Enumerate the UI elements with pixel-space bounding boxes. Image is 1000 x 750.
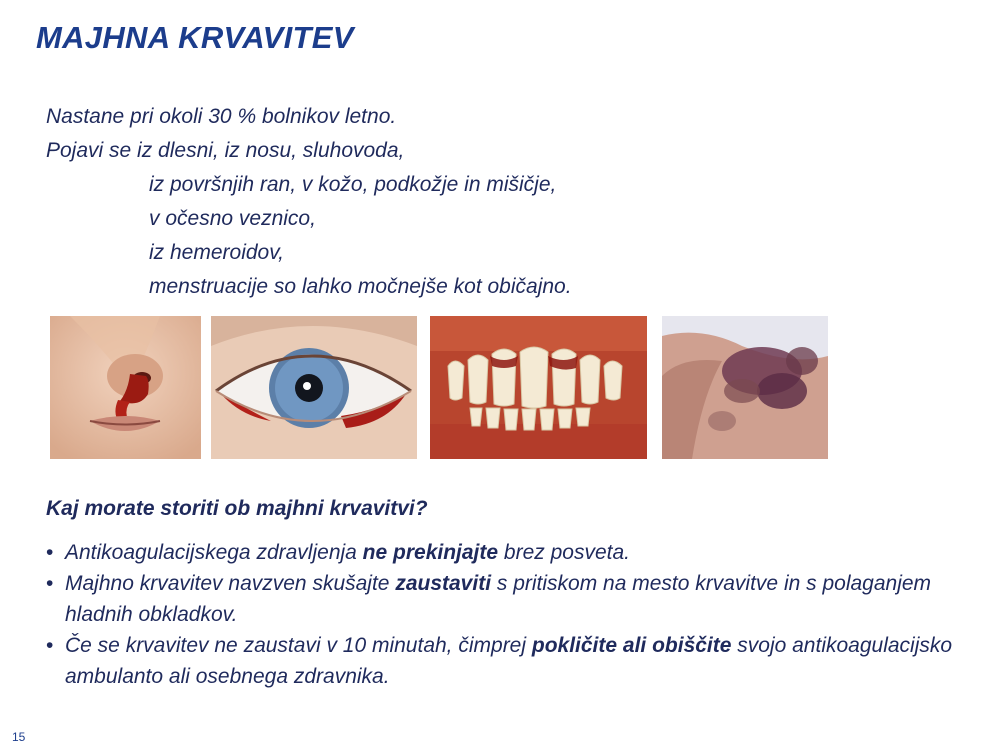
bullet-marker: • [46,634,54,657]
bullet-text: brez posveta. [498,541,630,564]
photo-strip [0,316,1000,459]
bleeding-gums-photo [430,316,647,459]
advice-list [46,537,966,692]
bruised-arm-photo [662,316,828,459]
page-number: 15 [12,730,26,744]
bullet-marker: • [46,541,54,564]
intro-text [46,100,572,304]
eye-hemorrhage-photo [211,316,417,459]
list-item [46,630,966,692]
intro-indented-line: menstruacije so lahko močnejše kot običajno. [149,275,572,298]
bullet-text: Antikoagulacijskega zdravljenja [65,541,363,564]
bullet-text: svojo antikoagulacijsko ambulanto ali osebnega zdravnika. [65,634,953,688]
intro-line: Nastane pri okoli 30 % bolnikov letno. [46,105,397,128]
bullet-emphasis: zaustaviti [395,572,492,595]
nosebleed-photo [50,316,201,459]
question-heading: Kaj morate storiti ob majhni krvavitvi? [46,497,428,520]
bullet-text: Majhno krvavitev navzven skušajte [65,572,396,595]
list-item [46,568,966,630]
bullet-emphasis: ne prekinjajte [362,541,499,564]
bullet-text: Če se krvavitev ne zaustavi v 10 minutah, čimprej [65,634,532,657]
bullet-text: s pritiskom na mesto krvavitve in s polaganjem hladnih obkladkov. [65,572,932,626]
intro-line: Pojavi se iz dlesni, iz nosu, sluhovoda, [46,139,405,162]
intro-indented-line: iz površnjih ran, v kožo, podkožje in mišičje, [149,173,557,196]
intro-indented-line: v očesno veznico, [149,207,316,230]
intro-indented-line: iz hemeroidov, [149,241,285,264]
slide-title: MAJHNA KRVAVITEV [36,20,354,55]
list-item [46,537,966,568]
bullet-emphasis: pokličite ali obiščite [531,634,732,657]
bullet-marker: • [46,572,54,595]
